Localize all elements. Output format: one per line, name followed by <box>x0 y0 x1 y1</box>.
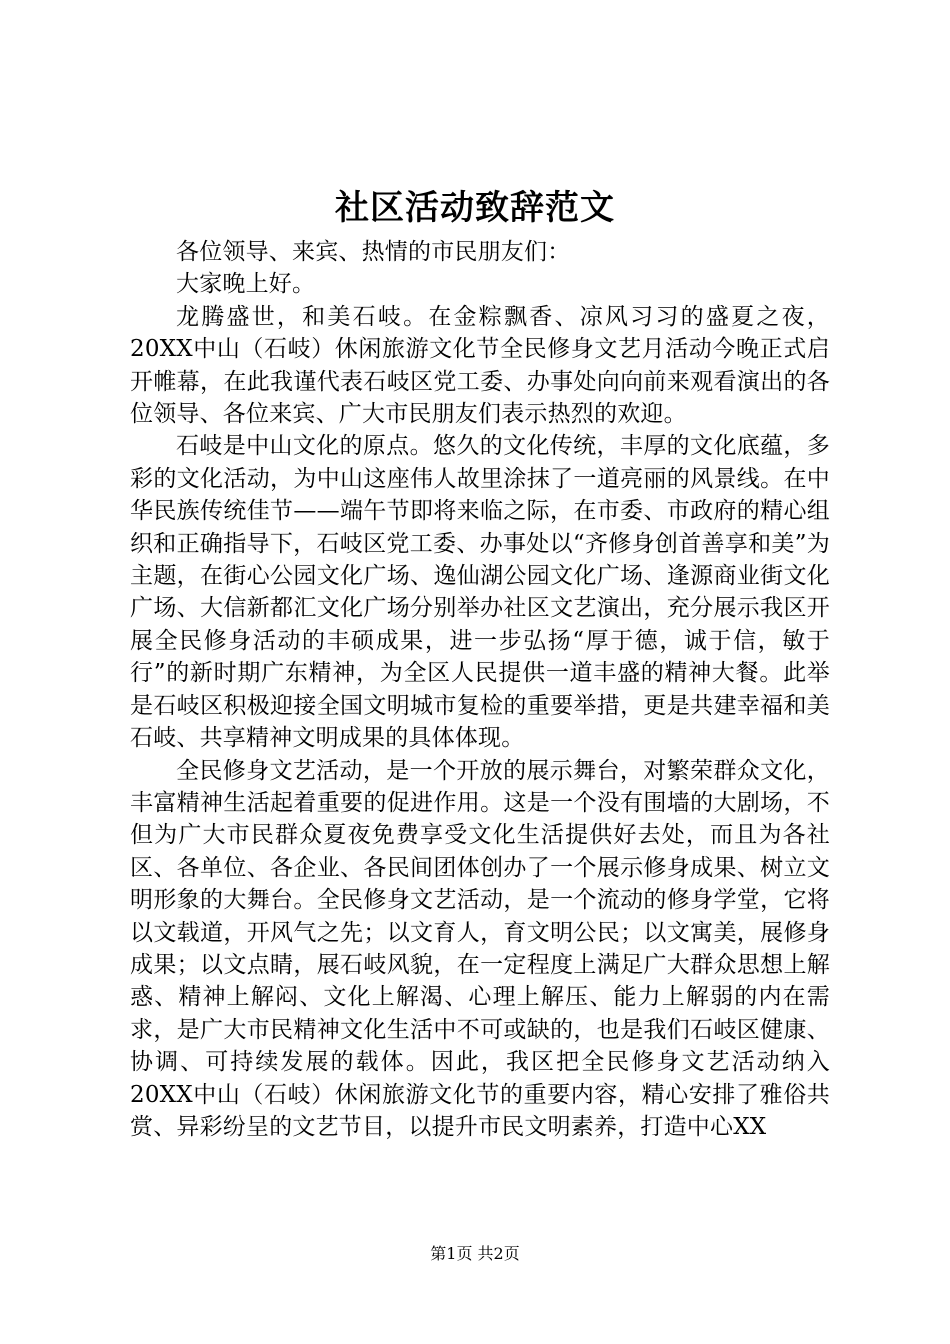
page-number-footer: 第1页 共2页 <box>430 1244 520 1263</box>
paragraph-shiqi-culture: 石岐是中山文化的原点。悠久的文化传统，丰厚的文化底蕴，多彩的文化活动，为中山这座伟人故里涂抹了一道亮丽的风景线。在中华民族传统佳节——端午节即将来临之际，在市委、市政府的精心组织和正确指导下，石岐区党工委、办事处以“齐修身创首善享和美”为主题，在街心公园文化广场、逸仙湖公园文化广场、逢源商业街文化广场、大信新都汇文化广场分别举办社区文艺演出，充分展示我区开展全民修身活动的丰硕成果，进一步弘扬“厚于德，诚于信，敏于行”的新时期广东精神，为全区人民提供一道丰盛的精神大餐。此举是石岐区积极迎接全国文明城市复检的重要举措，更是共建幸福和美石岐、共享精神文明成果的具体体现。 <box>130 433 830 752</box>
document-body <box>130 236 830 1143</box>
paragraph-opening: 龙腾盛世，和美石岐。在金粽飘香、凉风习习的盛夏之夜，20XX中山（石岐）休闲旅游文化节全民修身文艺月活动今晚正式启开帷幕，在此我谨代表石岐区党工委、办事处向向前来观看演出的各位领导、各位来宾、广大市民朋友们表示热烈的欢迎。 <box>130 303 830 428</box>
document-title: 社区活动致辞范文 <box>335 188 615 228</box>
paragraph-salutation: 各位领导、来宾、热情的市民朋友们： <box>176 239 571 265</box>
paragraph-greeting: 大家晚上好。 <box>176 271 316 298</box>
paragraph-activity-meaning: 全民修身文艺活动，是一个开放的展示舞台，对繁荣群众文化，丰富精神生活起着重要的促进作用。这是一个没有围墙的大剧场，不但为广大市民群众夏夜免费享受文化生活提供好去处，而且为各社区、各单位、各企业、各民间团体创办了一个展示修身成果、树立文明形象的大舞台。全民修身文艺活动，是一个流动的修身学堂，它将以文载道，开风气之先；以文育人，育文明公民；以文寓美，展修身成果；以文点睛，展石岐风貌，在一定程度上满足广大群众思想上解惑、精神上解闷、文化上解渴、心理上解压、能力上解弱的内在需求，是广大市民精神文化生活中不可或缺的，也是我们石岐区健康、协调、可持续发展的载体。因此，我区把全民修身文艺活动纳入20XX中山（石岐）休闲旅游文化节的重要内容，精心安排了雅俗共赏、异彩纷呈的文艺节目，以提升市民文明素养，打造中心XX <box>130 757 830 1140</box>
